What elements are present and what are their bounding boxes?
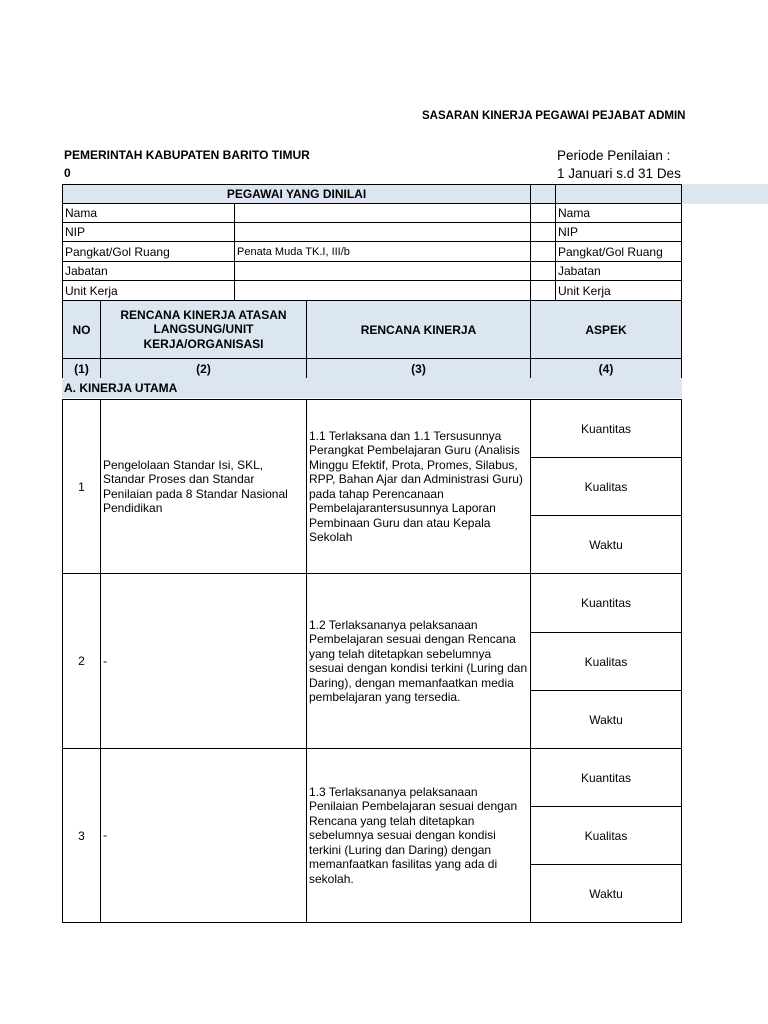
row-3-kinerja: 1.3 Terlaksananya pelaksanaan Penilaian Pembelajaran sesuai dengan Rencana yang telah ditetapkan sebelumnya sesuai dengan kondisi terkini (Luring dan Daring) dengan memanfaatkan fasilitas yang ada di sekolah. — [306, 748, 531, 923]
row-1-kinerja: 1.1 Terlaksana dan 1.1 Tersusunnya Perangkat Pembelajaran Guru (Analisis Minggu Efektif, Prota, Promes, Silabus, RPP, Bahan Ajar dan Administrasi Guru) pada tahap Perencanaan Pembelajarantersusunnya Laporan Pembinaan Guru dan atau Kepala Sekolah — [306, 399, 531, 574]
spacer-cell — [530, 184, 556, 204]
pegawai-field-label: NIP — [62, 222, 235, 242]
spacer-cell — [530, 280, 556, 301]
col-number-1: (1) — [62, 358, 101, 379]
row-2-aspek-waktu: Waktu — [530, 690, 682, 749]
periode-label: Periode Penilaian : — [557, 148, 671, 163]
pegawai-field-value — [234, 203, 531, 223]
organization-code: 0 — [64, 166, 71, 180]
atasan-field-label: Jabatan — [555, 261, 682, 281]
spacer-cell — [530, 222, 556, 242]
periode-value: 1 Januari s.d 31 Des — [557, 166, 681, 181]
section-kinerja-utama: A. KINERJA UTAMA — [64, 381, 178, 395]
pegawai-section-title: PEGAWAI YANG DINILAI — [62, 184, 531, 204]
pegawai-field-label: Unit Kerja — [62, 280, 235, 301]
spacer-cell — [530, 203, 556, 223]
organization-name: PEMERINTAH KABUPATEN BARITO TIMUR — [64, 148, 310, 162]
row-3-aspek-kualitas: Kualitas — [530, 806, 682, 865]
row-1-aspek-kualitas: Kualitas — [530, 457, 682, 516]
spacer-cell — [530, 261, 556, 281]
col-number-3: (3) — [306, 358, 531, 379]
pegawai-field-label: Jabatan — [62, 261, 235, 281]
document-title: SASARAN KINERJA PEGAWAI PEJABAT ADMIN — [422, 110, 686, 122]
row-2-aspek-kualitas: Kualitas — [530, 632, 682, 691]
header-rencana-atasan: RENCANA KINERJA ATASAN LANGSUNG/UNIT KERJA/ORGANISASI — [100, 300, 307, 359]
row-1-atasan: Pengelolaan Standar Isi, SKL, Standar Proses dan Standar Penilaian pada 8 Standar Nasional Pendidikan — [100, 399, 307, 574]
row-1-aspek-waktu: Waktu — [530, 515, 682, 574]
atasan-field-label: Pangkat/Gol Ruang — [555, 241, 682, 262]
row-2-kinerja: 1.2 Terlaksananya pelaksanaan Pembelajaran sesuai dengan Rencana yang telah ditetapkan sebelumnya sesuai dengan kondisi terkini (Luring dan Daring), dengan memanfaatkan media pembelajaran yang tersedia. — [306, 573, 531, 749]
row-3-no: 3 — [62, 748, 101, 923]
pegawai-field-label: Nama — [62, 203, 235, 223]
row-2-aspek-kuantitas: Kuantitas — [530, 573, 682, 633]
pegawai-field-value — [234, 280, 531, 301]
header-no: NO — [62, 300, 101, 359]
row-1-no: 1 — [62, 399, 101, 574]
pegawai-field-value: Penata Muda TK.I, III/b — [234, 241, 531, 262]
header-rencana-kinerja: RENCANA KINERJA — [306, 300, 531, 359]
pegawai-field-value — [234, 261, 531, 281]
row-3-atasan: - — [100, 748, 307, 923]
atasan-section-title — [555, 184, 682, 204]
spacer-cell — [530, 241, 556, 262]
atasan-field-label: Unit Kerja — [555, 280, 682, 301]
pegawai-field-value — [234, 222, 531, 242]
row-3-aspek-kuantitas: Kuantitas — [530, 748, 682, 807]
row-3-aspek-waktu: Waktu — [530, 864, 682, 923]
row-1-aspek-kuantitas: Kuantitas — [530, 399, 682, 458]
header-stripe — [682, 184, 768, 204]
col-number-2: (2) — [100, 358, 307, 379]
pegawai-field-label: Pangkat/Gol Ruang — [62, 241, 235, 262]
atasan-field-label: Nama — [555, 203, 682, 223]
row-2-no: 2 — [62, 573, 101, 749]
header-aspek: ASPEK — [530, 300, 682, 359]
col-number-4: (4) — [530, 358, 682, 379]
atasan-field-label: NIP — [555, 222, 682, 242]
row-2-atasan: - — [100, 573, 307, 749]
